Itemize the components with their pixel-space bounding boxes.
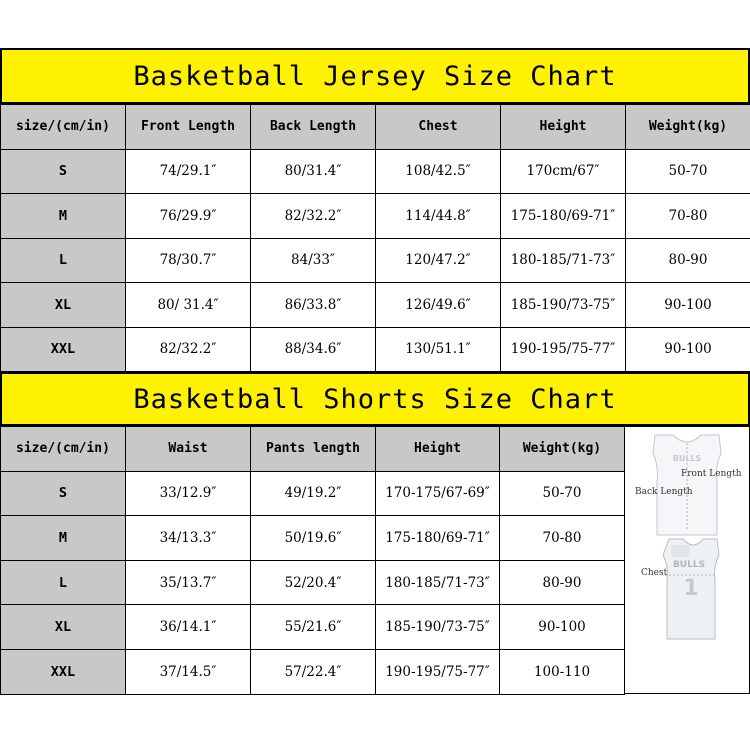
table-row bbox=[1, 471, 625, 516]
back-length-cell: 80/31.4″ bbox=[251, 149, 376, 194]
weight-cell: 90-100 bbox=[500, 605, 625, 650]
size-cell: XXL bbox=[1, 649, 126, 694]
size-cell: S bbox=[1, 149, 126, 194]
size-cell: M bbox=[1, 194, 126, 239]
front-length-label: Front Length bbox=[681, 469, 742, 479]
waist-cell: 33/12.9″ bbox=[126, 471, 251, 516]
header-front-length: Front Length bbox=[126, 105, 251, 150]
height-cell: 185-190/73-75″ bbox=[501, 283, 626, 328]
chest-cell: 114/44.8″ bbox=[376, 194, 501, 239]
table-row bbox=[1, 283, 750, 328]
height-cell: 190-195/75-77″ bbox=[376, 649, 500, 694]
pants-length-cell: 50/19.6″ bbox=[251, 516, 376, 561]
chest-cell: 120/47.2″ bbox=[376, 238, 501, 283]
jersey-back-text: BULLS bbox=[672, 454, 702, 463]
header-height: Height bbox=[501, 105, 626, 150]
table-header-row bbox=[1, 105, 750, 150]
waist-cell: 36/14.1″ bbox=[126, 605, 251, 650]
header-size: size/(cm/in) bbox=[1, 105, 126, 150]
height-cell: 170-175/67-69″ bbox=[376, 471, 500, 516]
weight-cell: 70-80 bbox=[500, 516, 625, 561]
weight-cell: 70-80 bbox=[626, 194, 750, 239]
back-length-cell: 84/33″ bbox=[251, 238, 376, 283]
front-length-cell: 78/30.7″ bbox=[126, 238, 251, 283]
pants-length-cell: 57/22.4″ bbox=[251, 649, 376, 694]
front-length-cell: 80/ 31.4″ bbox=[126, 283, 251, 328]
waist-cell: 34/13.3″ bbox=[126, 516, 251, 561]
jersey-title-banner bbox=[0, 48, 750, 104]
size-cell: S bbox=[1, 471, 126, 516]
weight-cell: 50-70 bbox=[626, 149, 750, 194]
front-length-cell: 82/32.2″ bbox=[126, 327, 251, 372]
size-cell: M bbox=[1, 516, 126, 561]
weight-cell: 50-70 bbox=[500, 471, 625, 516]
size-cell: XL bbox=[1, 605, 126, 650]
pants-length-cell: 52/20.4″ bbox=[251, 560, 376, 605]
chest-cell: 130/51.1″ bbox=[376, 327, 501, 372]
height-cell: 185-190/73-75″ bbox=[376, 605, 500, 650]
height-cell: 190-195/75-77″ bbox=[501, 327, 626, 372]
table-row bbox=[1, 605, 625, 650]
weight-cell: 80-90 bbox=[626, 238, 750, 283]
table-row bbox=[1, 149, 750, 194]
header-back-length: Back Length bbox=[251, 105, 376, 150]
jersey-measurement-illustration bbox=[624, 426, 750, 694]
size-cell: XXL bbox=[1, 327, 126, 372]
height-cell: 175-180/69-71″ bbox=[376, 516, 500, 561]
jersey-size-table bbox=[0, 104, 750, 372]
table-row bbox=[1, 194, 750, 239]
jersey-title: Basketball Jersey Size Chart bbox=[133, 60, 617, 92]
jersey-number: 1 bbox=[683, 576, 699, 601]
front-length-cell: 76/29.9″ bbox=[126, 194, 251, 239]
chest-label: Chest bbox=[641, 568, 668, 578]
shorts-title: Basketball Shorts Size Chart bbox=[133, 383, 617, 415]
back-length-cell: 86/33.8″ bbox=[251, 283, 376, 328]
height-cell: 170cm/67″ bbox=[501, 149, 626, 194]
header-weight: Weight(kg) bbox=[626, 105, 750, 150]
back-length-cell: 88/34.6″ bbox=[251, 327, 376, 372]
size-cell: L bbox=[1, 238, 126, 283]
shorts-size-table bbox=[0, 426, 625, 695]
pants-length-cell: 49/19.2″ bbox=[251, 471, 376, 516]
chest-cell: 126/49.6″ bbox=[376, 283, 501, 328]
weight-cell: 90-100 bbox=[626, 327, 750, 372]
table-row bbox=[1, 238, 750, 283]
table-row bbox=[1, 649, 625, 694]
table-row bbox=[1, 560, 625, 605]
weight-cell: 90-100 bbox=[626, 283, 750, 328]
chest-cell: 108/42.5″ bbox=[376, 149, 501, 194]
table-row bbox=[1, 516, 625, 561]
shorts-title-banner bbox=[0, 372, 750, 426]
weight-cell: 100-110 bbox=[500, 649, 625, 694]
table-header-row bbox=[1, 427, 625, 472]
header-height: Height bbox=[376, 427, 500, 472]
height-cell: 175-180/69-71″ bbox=[501, 194, 626, 239]
front-length-cell: 74/29.1″ bbox=[126, 149, 251, 194]
back-length-label: Back Length bbox=[635, 487, 693, 497]
table-row bbox=[1, 327, 750, 372]
header-chest: Chest bbox=[376, 105, 501, 150]
header-waist: Waist bbox=[126, 427, 251, 472]
header-weight: Weight(kg) bbox=[500, 427, 625, 472]
back-length-cell: 82/32.2″ bbox=[251, 194, 376, 239]
waist-cell: 35/13.7″ bbox=[126, 560, 251, 605]
jersey-text: BULLS bbox=[672, 560, 706, 570]
size-cell: L bbox=[1, 560, 126, 605]
weight-cell: 80-90 bbox=[500, 560, 625, 605]
waist-cell: 37/14.5″ bbox=[126, 649, 251, 694]
jersey-drawing bbox=[625, 427, 749, 693]
height-cell: 180-185/71-73″ bbox=[376, 560, 500, 605]
header-size: size/(cm/in) bbox=[1, 427, 126, 472]
size-cell: XL bbox=[1, 283, 126, 328]
height-cell: 180-185/71-73″ bbox=[501, 238, 626, 283]
pants-length-cell: 55/21.6″ bbox=[251, 605, 376, 650]
header-pants-length: Pants length bbox=[251, 427, 376, 472]
